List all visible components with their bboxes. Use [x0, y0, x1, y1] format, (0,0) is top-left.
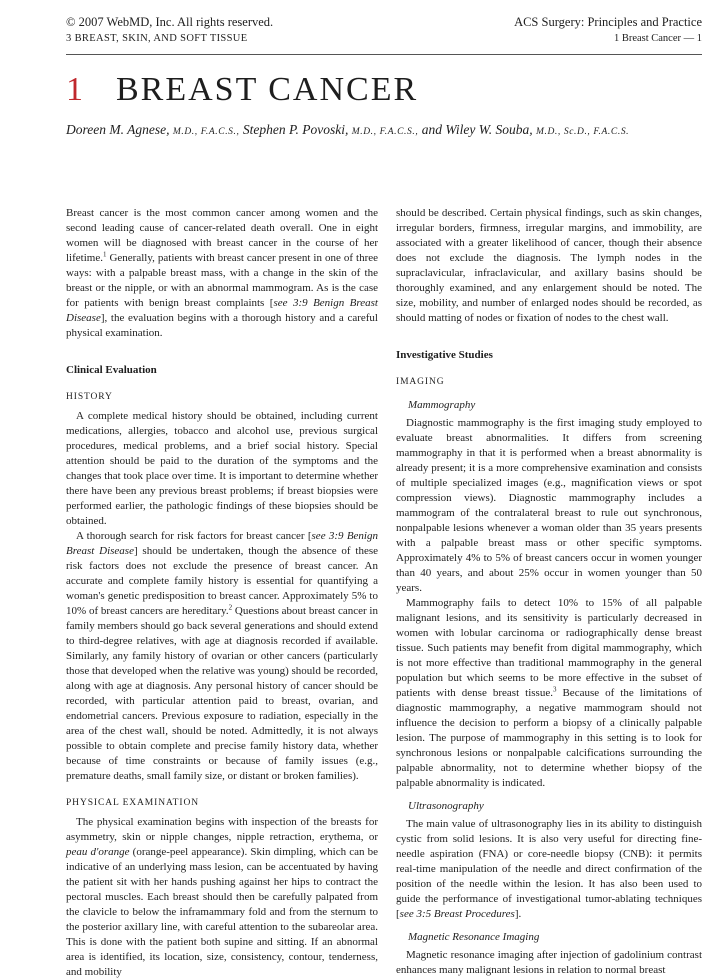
- text-run: ] should be undertaken, though the absence of these risk factors does not exclude the presence of breast cancer. An accurate and complete family history is essential for quantifying a woman's genetic predisposition to breast cancer. Approximately 5% to 10% of breast cancers are hereditary.: [66, 545, 378, 617]
- header-divider: [66, 54, 702, 55]
- author-credentials: M.D., Sc.D., F.A.C.S.: [535, 127, 630, 137]
- reference-marker: 1: [102, 250, 107, 259]
- author-name: and Wiley W. Souba,: [421, 122, 533, 137]
- running-header-bottom: [66, 33, 702, 44]
- text-run: (orange-peel appearance). Skin dimpling, which can be indicative of an underlying mass lesion, can be accentuated by having the patient sit with her hands pushing against her hips to contract the pectoral muscles. Each breast should then be carefully palpated from the clavicle to below the inframammary fold and from the sternum to the posterior axillary line, with careful attention to the subareolar area. This is done with the patient both supine and sitting. If an abnormal area is identified, its location, size, consistency, contour, tenderness, and mobility: [66, 846, 379, 978]
- text-run: Because of the limitations of diagnostic mammography, a negative mammogram should not influence the decision to perform a biopsy of a clinically palpable lesion. The purpose of mammography in this setting is to look for synchronous lesions or nonpalpable calcifications surrounding the palpable abnormality, not to determine whether biopsy of the palpable abnormality is indicated.: [396, 687, 702, 789]
- reference-marker: 3: [552, 685, 557, 694]
- heading-imaging: IMAGING: [396, 377, 445, 387]
- book-title: ACS Surgery: Principles and Practice: [514, 15, 702, 29]
- heading-investigative-studies: Investigative Studies: [396, 349, 493, 361]
- heading-history: HISTORY: [66, 392, 113, 402]
- author-credentials: M.D., F.A.C.S.,: [351, 127, 419, 137]
- chapter-number: 1: [66, 71, 83, 108]
- copyright-notice: © 2007 WebMD, Inc. All rights reserved.: [66, 15, 274, 29]
- italic-term: peau d'orange: [66, 846, 130, 858]
- heading-physical-examination: PHYSICAL EXAMINATION: [66, 798, 199, 808]
- running-header-top: [66, 15, 702, 30]
- mammography-paragraph-1: Diagnostic mammography is the first imaging study employed to evaluate breast abnormalities. It differs from screening mammography in that it is performed when a breast abnormality is already present; it is a more comprehensive examination and consists of multiple specialized images (e.g., magnification views or spot compression views). Diagnostic mammography includes a mammogram of the contralateral breast to rule out synchronous, nonpalpable lesions whenever a woman older than 35 years presents with a palpable breast mass or other specific symptoms. Approximately 4% to 5% of breast cancers occur in women younger than 40 years, and about 25% occur in women younger than 50 years.: [396, 417, 702, 594]
- ultrasonography-paragraph-1: [396, 817, 702, 922]
- history-paragraph-2: [66, 529, 378, 784]
- intro-paragraph: [66, 206, 378, 341]
- text-run: Generally, patients with breast cancer present in one of three ways: with a palpable breast mass, with a change in the skin of the breast or the nipple, or with an abnormal mammogram. As is the case for patients with benign breast complaints [: [66, 252, 378, 309]
- text-run: ], the evaluation begins with a thorough history and a careful physical examination.: [66, 312, 378, 339]
- chapter-page-number: 1 Breast Cancer — 1: [613, 33, 702, 44]
- text-run: A thorough search for risk factors for breast cancer [: [76, 530, 312, 542]
- physical-paragraph-1: [66, 815, 378, 980]
- heading-mri: Magnetic Resonance Imaging: [408, 931, 540, 943]
- author-name: Stephen P. Povoski,: [242, 122, 349, 137]
- text-run: Breast cancer is the most common cancer among women and the second leading cause of cancer-related death overall. One in eight women will be diagnosed with breast cancer in the course of her lifetime.: [66, 207, 378, 264]
- cross-reference: see 3:5 Breast Procedures: [399, 908, 515, 920]
- cross-reference: see 3:9 Benign Breast Disease: [66, 530, 378, 557]
- mri-paragraph-1: Magnetic resonance imaging after injection of gadolinium contrast enhances many malignant lesions in relation to normal breast: [396, 949, 702, 976]
- text-run: The physical examination begins with inspection of the breasts for asymmetry, skin or nipple changes, nipple retraction, erythema, or: [66, 816, 378, 843]
- section-label: 3 BREAST, SKIN, AND SOFT TISSUE: [66, 33, 248, 44]
- chapter-title: BREAST CANCER: [116, 71, 419, 108]
- author-line: [66, 122, 629, 138]
- reference-marker: 2: [228, 603, 233, 612]
- text-run: Mammography fails to detect 10% to 15% of all palpable malignant lesions, and its sensitivity is particularly decreased in women with lobular carcinoma or radiographically dense breast tissue. Such patients may benefit from digital mammography, which is not more effective than traditional mammography in the general population but which seems to be more effective in the subset of patients with dense breast tissue.: [396, 597, 702, 699]
- continuation-paragraph: should be described. Certain physical findings, such as skin changes, irregular borders, firmness, irregular margins, and immobility, are associated with a greater likelihood of cancer, though their absence does not exclude the diagnosis. The lymph nodes in the supraclavicular, infraclavicular, and axillary basins should be thoroughly examined, and any enlargement should be noted. The size, mobility, and number of enlarged nodes should be recorded, as should matting of nodes or fixation of nodes to the chest wall.: [396, 207, 702, 324]
- heading-clinical-evaluation: Clinical Evaluation: [66, 364, 157, 376]
- right-column: [396, 206, 702, 978]
- text-run: The main value of ultrasonography lies in its ability to distinguish cystic from solid lesions. It is also very useful for directing fine-needle aspiration (FNA) or core-needle biopsy (CNB): it permits real-time manipulation of the needle and direct confirmation of the position of the needle within the lesion. It has also been used to guide the performance of investigational tumor-ablating techniques [: [396, 818, 702, 920]
- cross-reference: see 3:9 Benign Breast Disease: [66, 297, 378, 324]
- mammography-paragraph-2: [396, 596, 702, 791]
- text-run: ].: [514, 908, 522, 920]
- heading-mammography: Mammography: [408, 399, 476, 411]
- author-credentials: M.D., F.A.C.S.,: [172, 127, 240, 137]
- history-paragraph-1: A complete medical history should be obtained, including current medications, allergies, tobacco and alcohol use, previous surgical procedures, medical problems, and a brief social history. Special attention should be paid to the duration of the symptoms and the changes that took place over time. It is important to determine whether there have been any previous breast problems; if breast biopsies were performed earlier, the pathologic findings of these biopsies should be obtained.: [66, 410, 378, 527]
- text-run: Questions about breast cancer in family members should go back several generations and should extend to third-degree relatives, with age at diagnosis recorded if available. Similarly, any family history of ovarian or other cancers (particularly those that developed when the relative was young) should be recorded, along with age at diagnosis. Any personal history of cancer should be recorded, with particular attention paid to breast, ovarian, and endometrial cancers. Previous exposure to radiation, especially in the area of the chest wall, should be noted. Admittedly, it is not always possible to obtain complete and precise family history data, whether because of time constraints or because of family issues (e.g., premature deaths, small family size, or distant or broken families).: [66, 605, 378, 782]
- heading-ultrasonography: Ultrasonography: [408, 800, 484, 812]
- left-column: [66, 206, 378, 980]
- author-name: Doreen M. Agnese,: [66, 122, 170, 137]
